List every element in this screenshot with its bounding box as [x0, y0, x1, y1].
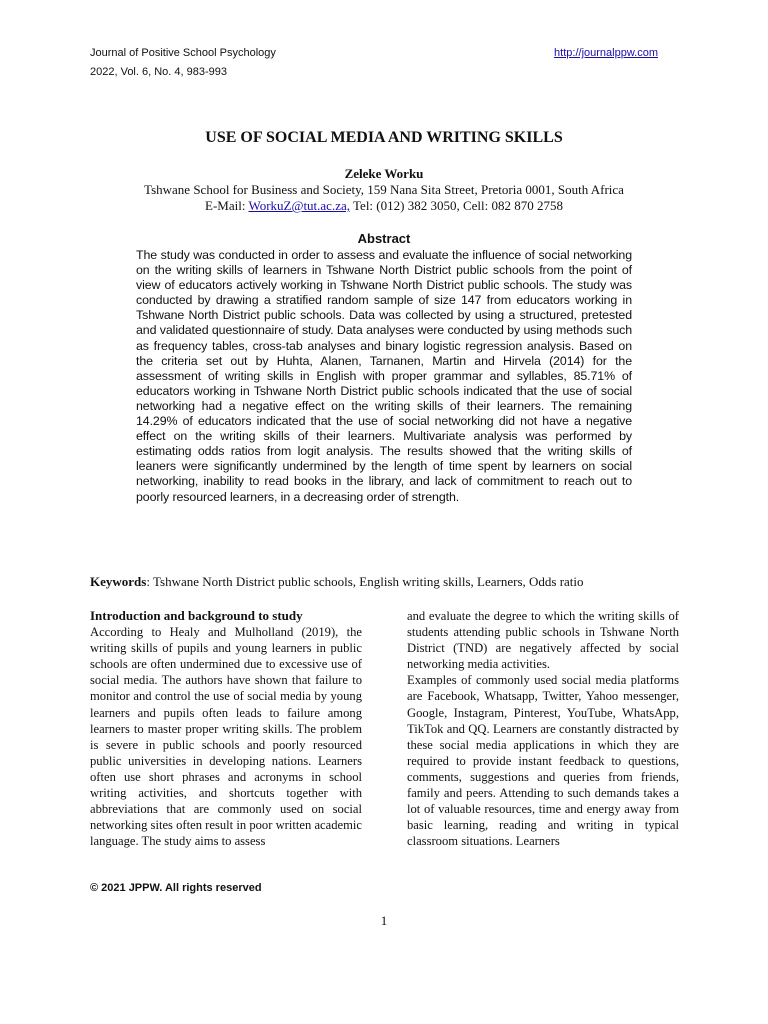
author-affiliation: Tshwane School for Business and Society, 159 Nana Sita Street, Pretoria 0001, South Africa [144, 182, 624, 197]
page-number: 1 [380, 913, 388, 928]
email-link[interactable]: WorkuZ@tut.ac.za, [248, 198, 350, 213]
author-name: Zeleke Worku [344, 166, 424, 181]
right-column [407, 608, 679, 849]
journal-url-link[interactable]: http://journalppw.com [554, 47, 658, 59]
abstract-body: The study was conducted in order to assess and evaluate the influence of social networking on the writing skills of learners in Tshwane North District public schools from the point of view of educators actively working in Tshwane North District public schools. The study was conducted by drawing a stratified random sample of size 147 from educators working in Tshwane North District public schools. Data was collected by using a structured, pretested and validated questionnaire of study. Data analyses were conducted by using methods such as frequency tables, cross-tab analyses and binary logistic regression analysis. Based on the criteria set out by Huhta, Alanen, Tarnanen, Martin and Hirvela (2014) for the assessment of writing skills in English with proper grammar and syllables, 85.71% of educators working in Tshwane North District public schools indicated that the use of social networking had a negative effect on the writing skills of their learners. The remaining 14.29% of educators indicated that the use of social networking did not have a negative effect on the writing skills of their learners. Multivariate analysis was performed by estimating odds ratios from logit analysis. The results showed that the writing skills of leaners were significantly undermined by the length of time spent by learners on social networking, inability to read books in the library, and lack of commitment to reach out to poorly resourced learners, in a decreasing order of strength. [136, 248, 632, 504]
abstract-heading: Abstract [357, 231, 411, 246]
keywords-label: Keywords [90, 574, 147, 589]
keywords-values: : Tshwane North District public schools, English writing skills, Learners, Odds ratio [146, 574, 584, 589]
left-column [90, 608, 362, 849]
paper-title: USE OF SOCIAL MEDIA AND WRITING SKILLS [205, 129, 563, 146]
author-contact [0, 198, 768, 214]
email-label: E-Mail: [205, 198, 246, 213]
intro-right-paragraph-2: Examples of commonly used social media platforms are Facebook, Whatsapp, Twitter, Yahoo messenger, Google, Instagram, Pinterest, YouTube, WhatsApp, TikTok and QQ. Learners are constantly distracted by these social media applications in which they are required to provide instant feedback to questions, comments, suggestions and queries from friends, family and peers. Attending to such demands takes a lot of valuable resources, time and energy away from basic learning, reading and writing in typical classroom situations. Learners [407, 673, 679, 849]
journal-issue: 2022, Vol. 6, No. 4, 983-993 [90, 66, 227, 78]
intro-heading: Introduction and background to study [90, 608, 303, 623]
intro-right-paragraph-1: and evaluate the degree to which the writing skills of students attending public schools in Tshwane North District (TND) are negatively affected by social networking media activities. [407, 609, 679, 672]
footer-copyright: © 2021 JPPW. All rights reserved [90, 882, 262, 894]
phone-numbers: Tel: (012) 382 3050, Cell: 082 870 2758 [353, 198, 563, 213]
journal-name: Journal of Positive School Psychology [90, 47, 276, 59]
intro-left-paragraph: According to Healy and Mulholland (2019), the writing skills of pupils and young learners in public schools are often undermined due to excessive use of social media. The authors have shown that failure to monitor and control the use of social media by young learners and pupils often leads to failure among learners to master proper writing skills. The problem is severe in public schools and poorly resourced public universities in developing nations. Learners often use short phrases and acronyms in school writing activities, and shortcuts together with abbreviations that are commonly used on social networking sites often result in poor written academic language. The study aims to assess [90, 625, 362, 849]
keywords-line [90, 574, 690, 590]
